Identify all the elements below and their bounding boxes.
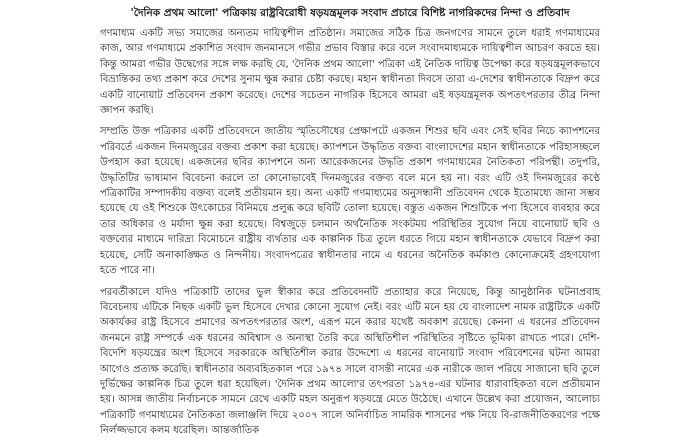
document-title: 'দৈনিক প্রথম আলো' পত্রিকায় রাষ্ট্রবিরোধী ষড়যন্ত্রমূলক সংবাদ প্রচারে বিশিষ্ট নাগরিকদের নিন্দা ও প্রতিবাদ [130,7,570,19]
paragraph-2: সম্প্রতি উক্ত পত্রিকার একটি প্রতিবেদনে জাতীয় স্মৃতিসৌধের প্রেক্ষাপটে একজন শিশুর ছবি এবং সেই ছবির নিচে ক্যাপশনের পরিবর্তে একজন দিনমজুরের বক্তব্য প্রকাশ করা হয়েছে। ক্যাপশনে উদ্ধৃতিত বক্তব্য বাংলাদেশের মহান স্বাধীনতাকে পরিহাসচ্ছলে উপহাস করা হয়েছে। একজনের ছবির ক্যাপশনে অন্য আরেকজনের উদ্ধৃতি প্রকাশ গণমাধ্যমের নৈতিকতা পরিপন্থী। তদুপরি, উদ্ধৃতিটির ভাষ্যমান বিবেচনা করলে তা কোনোভাবেই দিনমজুরের বক্তব্য বলে মনে হয় না। বরং এটি ওই দিনমজুরের কণ্ঠে পত্রিকাটির সম্পাদকীয় বক্তব্য বলেই প্রতীয়মান হয়। অন্য একটি গণমাধ্যমের অনুসন্ধানী প্রতিবেদন থেকে ইতোমধ্যে জানা সম্ভব হয়েছে যে ওই শিশুকে উৎকোচের বিনিময়ে প্রলুব্ধ করে ছবিটি তোলা হয়েছে। বস্তুত একজন শিশুটিকে পণ্য হিসেবে ব্যবহার করে তার অধিকার ও মর্যাদা ক্ষুন্ন করা হয়েছে। বিশ্বজুড়ে চলমান অর্থনৈতিক সংকটময় পরিস্থিতির সুযোগ নিয়ে বানোয়াট ছবি ও বক্তব্যের মাধ্যমে দারিদ্র্য বিমোচনে রাষ্ট্রীয় ব্যর্থতার এক কাল্পনিক চিত্র তুলে ধরতে গিয়ে মহান স্বাধীনতাকে যেভাবে বিদ্রুপ করা হয়েছে, সেটি অনাকাঙ্ক্ষিত ও নিন্দনীয়। সংবাদপত্রের স্বাধীনতার নামে এ ধরনের অনৈতিক কর্মকাণ্ড কোনোক্রমেই গ্রহণযোগ্য হতে পারে না। [100,126,600,277]
document-body [100,26,600,445]
paragraph-3: পরবর্তীকালে যদিও পত্রিকাটি তাদের ভুল স্বীকার করে প্রতিবেদনটি প্রত্যাহার করে নিয়েছে, কিন্তু আনুষ্ঠানিক ঘটনাপ্রবাহ বিবেচনায় এটিকে নিছক একটি ভুল হিসেবে দেখার কোনো সুযোগ নেই। বরং এটি মনে হয় যে বাংলাদেশ নামক রাষ্ট্রটিকে একটি অকার্যকর রাষ্ট্র হিসেবে প্রমাণের অপতৎপরতার অংশ, এরূপ মনে করার যথেষ্ট অবকাশ রয়েছে। কেননা এ ধরনের প্রতিবেদন জনমনে রাষ্ট্র সম্পর্কে এক ধরনের অবিশ্বাস ও অনাস্থা তৈরি করে অস্থিতিশীল পরিস্থিতির সৃষ্টিতে ভূমিকা রাখতে পারে। দেশি-বিদেশি ষড়যন্ত্রের অংশ হিসেবে সরকারকে অস্থিতিশীল করার উদ্দেশ্যে এ ধরনের বানোয়াট সংবাদ পরিবেশনের ঘটনা আমরা আগেও প্রত্যক্ষ করেছি। স্বাধীনতার অব্যবহিতকাল পরে ১৯৭৪ সালে বাসন্তী নামের এক নারীকে জাল পরিয়ে সাজানো ছবি তুলে দুর্ভিক্ষের কাল্পনিক চিত্র তুলে ধরা হয়েছিল। 'দৈনিক প্রথম আলো'র তৎপরতা ১৯৭৪-এর ঘটনার ধারাবাহিকতা বলে প্রতীয়মান হয়। আসন্ন জাতীয় নির্বাচনকে সামনে রেখে একটি মহল অনুরূপ ষড়যন্ত্রে মেতে উঠেছে। এখানে উল্লেখ করা প্রয়োজন, আলোচ্য পত্রিকাটি গণমাধ্যমের নৈতিকতা জলাঞ্জলি দিয়ে ২০০৭ সালে অনির্বাচিত সামরিক শাসনের পক্ষ নিয়ে বি-রাজনীতিকরণের পক্ষে নির্লজ্জভাবে কলম ধরেছিল। আন্তর্জাতিক [100,286,600,437]
paragraph-1: গণমাধ্যম একটি সভ্য সমাজের অন্যতম দায়িত্বশীল প্রতিষ্ঠান। সমাজের সঠিক চিত্র জনগণের সামনে তুলে ধরাই গণমাধ্যমের কাজ, আর গণমাধ্যমে প্রকাশিত সংবাদ জনমানসে গভীর প্রভাব বিস্তার করে বলে সংবাদমাধ্যমকে দায়িত্বশীল আচরণ করতে হয়। কিন্তু আমরা গভীর উদ্বেগের সঙ্গে লক্ষ করছি যে, 'দৈনিক প্রথম আলো' পত্রিকা এই নৈতিক দায়িত্ব উপেক্ষা করে ষড়যন্ত্রমূলকভাবে বিভ্রান্তিকর তথ্য প্রকাশ করে দেশের সুনাম ক্ষুন্ন করার চেষ্টা করছে। মহান স্বাধীনতা দিবসে তারা এ-দেশের স্বাধীনতাকে বিদ্রুপ করে একটি বানোয়াট প্রতিবেদন প্রকাশ করেছে। দেশের সচেতন নাগরিক হিসেবে আমরা এই ষড়যন্ত্রমূলক অপতৎপরতার তীব্র নিন্দা জ্ঞাপন করছি। [100,28,600,117]
